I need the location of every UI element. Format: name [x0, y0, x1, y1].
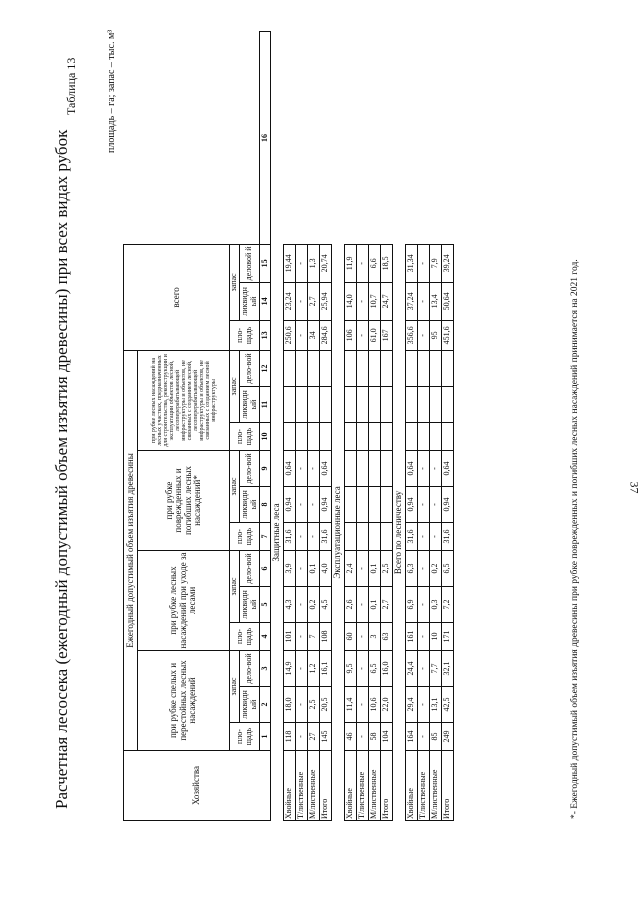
table-cell: - — [357, 723, 369, 751]
table-cell: - — [296, 451, 308, 487]
header-total: всего — [124, 244, 230, 350]
table-row — [296, 32, 308, 821]
table-cell — [442, 423, 454, 451]
table-cell: - — [308, 487, 320, 523]
column-numbers-row — [260, 32, 271, 821]
table-cell — [369, 487, 381, 523]
table-cell: 31,6 — [320, 523, 332, 551]
table-cell: 7,9 — [430, 244, 442, 282]
table-cell: 0,64 — [406, 451, 418, 487]
table-cell — [381, 487, 393, 523]
table-cell — [369, 451, 381, 487]
row-label: Т/лиственные — [357, 751, 369, 821]
table-row — [320, 32, 332, 821]
header-business: дело-вой — [240, 651, 260, 687]
table-cell — [430, 387, 442, 423]
table-cell: 0,2 — [308, 587, 320, 623]
table-cell: 46 — [345, 723, 357, 751]
column-number: 8 — [260, 487, 271, 523]
table-cell — [345, 350, 357, 386]
table-cell — [284, 387, 296, 423]
table-cell: 13,4 — [430, 282, 442, 320]
table-cell: 118 — [284, 723, 296, 751]
table-cell — [357, 451, 369, 487]
table-cell — [381, 523, 393, 551]
section-row — [393, 32, 406, 821]
column-number: 7 — [260, 523, 271, 551]
table-cell — [345, 423, 357, 451]
table-cell — [308, 350, 320, 386]
table-row — [369, 32, 381, 821]
table-cell — [430, 423, 442, 451]
column-number: 10 — [260, 423, 271, 451]
header-group-care: при рубке лесных насаждений при уходе за лесами — [138, 551, 230, 651]
table-cell: 37,24 — [406, 282, 418, 320]
table-cell: 2,5 — [381, 551, 393, 587]
row-label: М/лиственные — [369, 751, 381, 821]
table-cell: 25,94 — [320, 282, 332, 320]
header-liquid: ликвидн ый — [240, 587, 260, 623]
table-cell: 10,7 — [369, 282, 381, 320]
row-label: Итого — [442, 751, 454, 821]
header-area: пло-щадь — [230, 320, 260, 350]
table-cell: - — [296, 244, 308, 282]
table-cell — [406, 387, 418, 423]
table-cell: - — [418, 282, 430, 320]
section-title: Всего по лесничеству — [393, 244, 406, 820]
table-cell — [381, 350, 393, 386]
table-row — [430, 32, 442, 821]
table-cell — [357, 523, 369, 551]
table-cell — [357, 387, 369, 423]
header-stock: запас — [230, 350, 240, 422]
header-area: пло-щадь — [230, 723, 260, 751]
section-row — [332, 32, 345, 821]
table-cell: 0,64 — [320, 451, 332, 487]
header-stock: запас — [230, 244, 240, 320]
table-cell — [296, 350, 308, 386]
table-cell: 0,94 — [320, 487, 332, 523]
table-cell: - — [357, 320, 369, 350]
table-cell: 0,64 — [284, 451, 296, 487]
table-cell: 24,4 — [406, 651, 418, 687]
table-cell: 101 — [284, 623, 296, 651]
table-cell: 3,9 — [284, 551, 296, 587]
table-cell: 106 — [345, 320, 357, 350]
table-cell: - — [296, 551, 308, 587]
table-cell: 0,94 — [284, 487, 296, 523]
header-group-mature: при рубке спелых и перестойных лесных насаждений — [138, 651, 230, 751]
table-cell: - — [418, 723, 430, 751]
table-row — [406, 32, 418, 821]
table-cell: 167 — [381, 320, 393, 350]
table-cell — [357, 423, 369, 451]
table-cell: - — [357, 687, 369, 723]
table-cell: 23,24 — [284, 282, 296, 320]
footnote: *- Ежегодный допустимый объем изъятия древесины при рубке поврежденных и погибших лесных насаждений принимается на 2021 год. — [570, 259, 580, 819]
table-cell: - — [296, 282, 308, 320]
table-cell: - — [308, 523, 320, 551]
table-cell: - — [357, 651, 369, 687]
table-cell — [357, 350, 369, 386]
table-cell: 2,6 — [345, 587, 357, 623]
column-number: 14 — [260, 282, 271, 320]
table-cell: - — [430, 487, 442, 523]
table-cell: - — [296, 587, 308, 623]
table-cell: 63 — [381, 623, 393, 651]
header-area: пло-щадь — [230, 623, 260, 651]
table-cell — [406, 423, 418, 451]
header-liquid: ликвидн ый — [240, 687, 260, 723]
table-cell: 0,1 — [369, 587, 381, 623]
table-cell: 0,1 — [369, 551, 381, 587]
table-cell: 284,6 — [320, 320, 332, 350]
section-title: Защитные леса — [271, 244, 284, 820]
table-cell: 0,3 — [430, 587, 442, 623]
table-cell: 31,6 — [442, 523, 454, 551]
table-cell — [308, 387, 320, 423]
table-cell: 2,7 — [308, 282, 320, 320]
table-cell — [369, 350, 381, 386]
table-cell — [442, 350, 454, 386]
table-cell — [418, 350, 430, 386]
table-cell: - — [430, 451, 442, 487]
table-cell: 0,94 — [442, 487, 454, 523]
header-liquid: ликвидн ый — [240, 487, 260, 523]
table-cell: 18,5 — [381, 244, 393, 282]
table-cell: 58 — [369, 723, 381, 751]
header-area: пло-щадь — [230, 523, 260, 551]
table-cell: 2,5 — [308, 687, 320, 723]
table-cell: - — [418, 523, 430, 551]
section-row — [271, 32, 284, 821]
table-cell: 10,6 — [369, 687, 381, 723]
table-row — [284, 32, 296, 821]
table-cell: 7,2 — [442, 587, 454, 623]
row-label: Т/лиственные — [418, 751, 430, 821]
table-row — [418, 32, 430, 821]
header-business: дело-вой — [240, 451, 260, 487]
table-row — [381, 32, 393, 821]
table-cell: 7 — [308, 623, 320, 651]
table-cell — [381, 451, 393, 487]
table-cell: 2,7 — [381, 587, 393, 623]
table-row — [345, 32, 357, 821]
table-cell: - — [296, 687, 308, 723]
table-cell: - — [430, 523, 442, 551]
header-group-infrastructure: при рубке лесных насаждений на лесных участках, предназначенных для строительства, реконструкции и эксплуатации объектов лесной, лесоперерабатывающей инфраструктуры и объектов, не связанных с созданием лесной, лесоперерабатывающей инфраструктуры и объектов, не связанных с созданием лесной инфраструктуры — [138, 350, 230, 450]
table-cell: 24,7 — [381, 282, 393, 320]
table-cell: 1,3 — [308, 244, 320, 282]
table-cell: - — [418, 687, 430, 723]
section-title: Эксплуатационные леса — [332, 244, 345, 820]
table-cell — [320, 350, 332, 386]
table-cell: - — [418, 587, 430, 623]
table-cell: - — [296, 623, 308, 651]
table-cell: 6,6 — [369, 244, 381, 282]
table-row — [308, 32, 320, 821]
table-cell: - — [308, 451, 320, 487]
table-cell — [369, 523, 381, 551]
table-cell: 4,5 — [320, 587, 332, 623]
row-label: М/лиственные — [430, 751, 442, 821]
table-cell: 22,0 — [381, 687, 393, 723]
table-cell: 29,4 — [406, 687, 418, 723]
table-cell: - — [296, 320, 308, 350]
table-cell: 2,4 — [345, 551, 357, 587]
column-number: 5 — [260, 587, 271, 623]
table-cell — [345, 387, 357, 423]
column-number: 13 — [260, 320, 271, 350]
table-row — [442, 32, 454, 821]
table-cell: 27 — [308, 723, 320, 751]
table-cell: - — [357, 244, 369, 282]
table-cell — [296, 387, 308, 423]
table-cell: - — [418, 551, 430, 587]
header-business: дело-вой — [240, 350, 260, 386]
table-cell: 6,5 — [442, 551, 454, 587]
table-cell: 11,4 — [345, 687, 357, 723]
table-cell: 34 — [308, 320, 320, 350]
column-number: 9 — [260, 451, 271, 487]
table-cell: 11,9 — [345, 244, 357, 282]
table-cell: 104 — [381, 723, 393, 751]
table-cell: - — [296, 523, 308, 551]
table-cell — [284, 350, 296, 386]
table-cell — [406, 350, 418, 386]
table-cell: 13,1 — [430, 687, 442, 723]
table-cell: - — [357, 623, 369, 651]
table-cell: - — [418, 244, 430, 282]
table-cell: 9,5 — [345, 651, 357, 687]
row-label: Хвойные — [284, 751, 296, 821]
table-cell: 171 — [442, 623, 454, 651]
table-cell: 31,6 — [406, 523, 418, 551]
column-number: 16 — [260, 32, 271, 245]
table-cell — [284, 423, 296, 451]
table-cell: - — [296, 487, 308, 523]
table-cell: 0,2 — [430, 551, 442, 587]
table-cell: 14,0 — [345, 282, 357, 320]
header-area: пло-щадь — [230, 423, 260, 451]
table-cell: 108 — [320, 623, 332, 651]
column-number: 6 — [260, 551, 271, 587]
table-cell: 250,6 — [284, 320, 296, 350]
table-cell: 39,24 — [442, 244, 454, 282]
table-cell — [430, 350, 442, 386]
table-cell — [308, 423, 320, 451]
table-row — [357, 32, 369, 821]
table-cell: - — [357, 551, 369, 587]
table-cell — [320, 423, 332, 451]
table-cell: 95 — [430, 320, 442, 350]
table-cell: 42,5 — [442, 687, 454, 723]
table-cell: 164 — [406, 723, 418, 751]
column-number: 2 — [260, 687, 271, 723]
table-cell: 6,9 — [406, 587, 418, 623]
column-number: 11 — [260, 387, 271, 423]
table-cell — [381, 387, 393, 423]
table-cell: 20,5 — [320, 687, 332, 723]
column-number: 4 — [260, 623, 271, 651]
table-cell: 20,74 — [320, 244, 332, 282]
table-cell: 6,3 — [406, 551, 418, 587]
table-cell — [296, 423, 308, 451]
header-stock: запас — [230, 551, 240, 623]
table-cell: 14,9 — [284, 651, 296, 687]
lesoseka-table — [123, 31, 454, 821]
table-cell — [418, 387, 430, 423]
column-number: 1 — [260, 723, 271, 751]
page-title: Расчетная лесосека (ежегодный допустимый объем изъятия древесины) при всех видах рубок — [52, 129, 71, 809]
header-farms: Хозяйства — [124, 751, 271, 821]
header-business: деловой й — [240, 244, 260, 282]
table-cell: - — [296, 723, 308, 751]
table-cell — [345, 523, 357, 551]
table-cell: - — [418, 487, 430, 523]
table-cell: 3 — [369, 623, 381, 651]
table-cell: 31,6 — [284, 523, 296, 551]
column-number: 12 — [260, 350, 271, 386]
row-label: М/лиственные — [308, 751, 320, 821]
table-cell: 249 — [442, 723, 454, 751]
table-cell: 356,6 — [406, 320, 418, 350]
header-stock: запас — [230, 651, 240, 723]
table-cell — [320, 387, 332, 423]
table-cell — [418, 423, 430, 451]
table-cell: 50,64 — [442, 282, 454, 320]
row-label: Хвойные — [406, 751, 418, 821]
row-label: Итого — [320, 751, 332, 821]
table-cell: 61,0 — [369, 320, 381, 350]
table-cell: 161 — [406, 623, 418, 651]
row-label: Т/лиственные — [296, 751, 308, 821]
table-cell: 18,0 — [284, 687, 296, 723]
table-cell: 6,5 — [369, 651, 381, 687]
table-cell: 4,0 — [320, 551, 332, 587]
table-cell: 0,1 — [308, 551, 320, 587]
table-cell: 4,3 — [284, 587, 296, 623]
units-note: площадь – га; запас – тыс. м³ — [106, 29, 117, 153]
table-cell: - — [357, 587, 369, 623]
table-cell: 16,0 — [381, 651, 393, 687]
table-cell — [357, 487, 369, 523]
column-number: 3 — [260, 651, 271, 687]
header-stock: запас — [230, 451, 240, 523]
table-cell: - — [418, 451, 430, 487]
table-cell: 451,6 — [442, 320, 454, 350]
table-number: Таблица 13 — [64, 57, 78, 115]
row-label: Хвойные — [345, 751, 357, 821]
table-cell: - — [357, 282, 369, 320]
table-cell: 60 — [345, 623, 357, 651]
table-cell: 1,2 — [308, 651, 320, 687]
header-group-damaged: при рубке поврежденных и погибших лесных насаждений* — [138, 451, 230, 551]
table-cell: 32,1 — [442, 651, 454, 687]
table-cell: 7,7 — [430, 651, 442, 687]
header-annual: Ежегодный допустимый объем изъятия древесины — [124, 350, 138, 750]
table-cell: - — [418, 623, 430, 651]
table-cell: 85 — [430, 723, 442, 751]
table-cell: 31,34 — [406, 244, 418, 282]
table-cell — [369, 387, 381, 423]
page-number: 37 — [627, 481, 642, 494]
column-number: 15 — [260, 244, 271, 282]
header-business: дело-вой — [240, 551, 260, 587]
row-label: Итого — [381, 751, 393, 821]
header-liquid: ликвидн ый — [240, 282, 260, 320]
table-cell: - — [418, 320, 430, 350]
lesoseka-table-container — [123, 31, 454, 821]
table-cell — [442, 387, 454, 423]
table-cell — [345, 451, 357, 487]
table-cell: 0,94 — [406, 487, 418, 523]
table-cell: 0,64 — [442, 451, 454, 487]
table-cell: 19,44 — [284, 244, 296, 282]
table-cell: 10 — [430, 623, 442, 651]
table-cell — [345, 487, 357, 523]
table-cell: 145 — [320, 723, 332, 751]
table-cell: 16,1 — [320, 651, 332, 687]
table-cell — [381, 423, 393, 451]
table-cell: - — [296, 651, 308, 687]
header-liquid: ликвидн ый — [240, 387, 260, 423]
table-cell: - — [418, 651, 430, 687]
table-cell — [369, 423, 381, 451]
